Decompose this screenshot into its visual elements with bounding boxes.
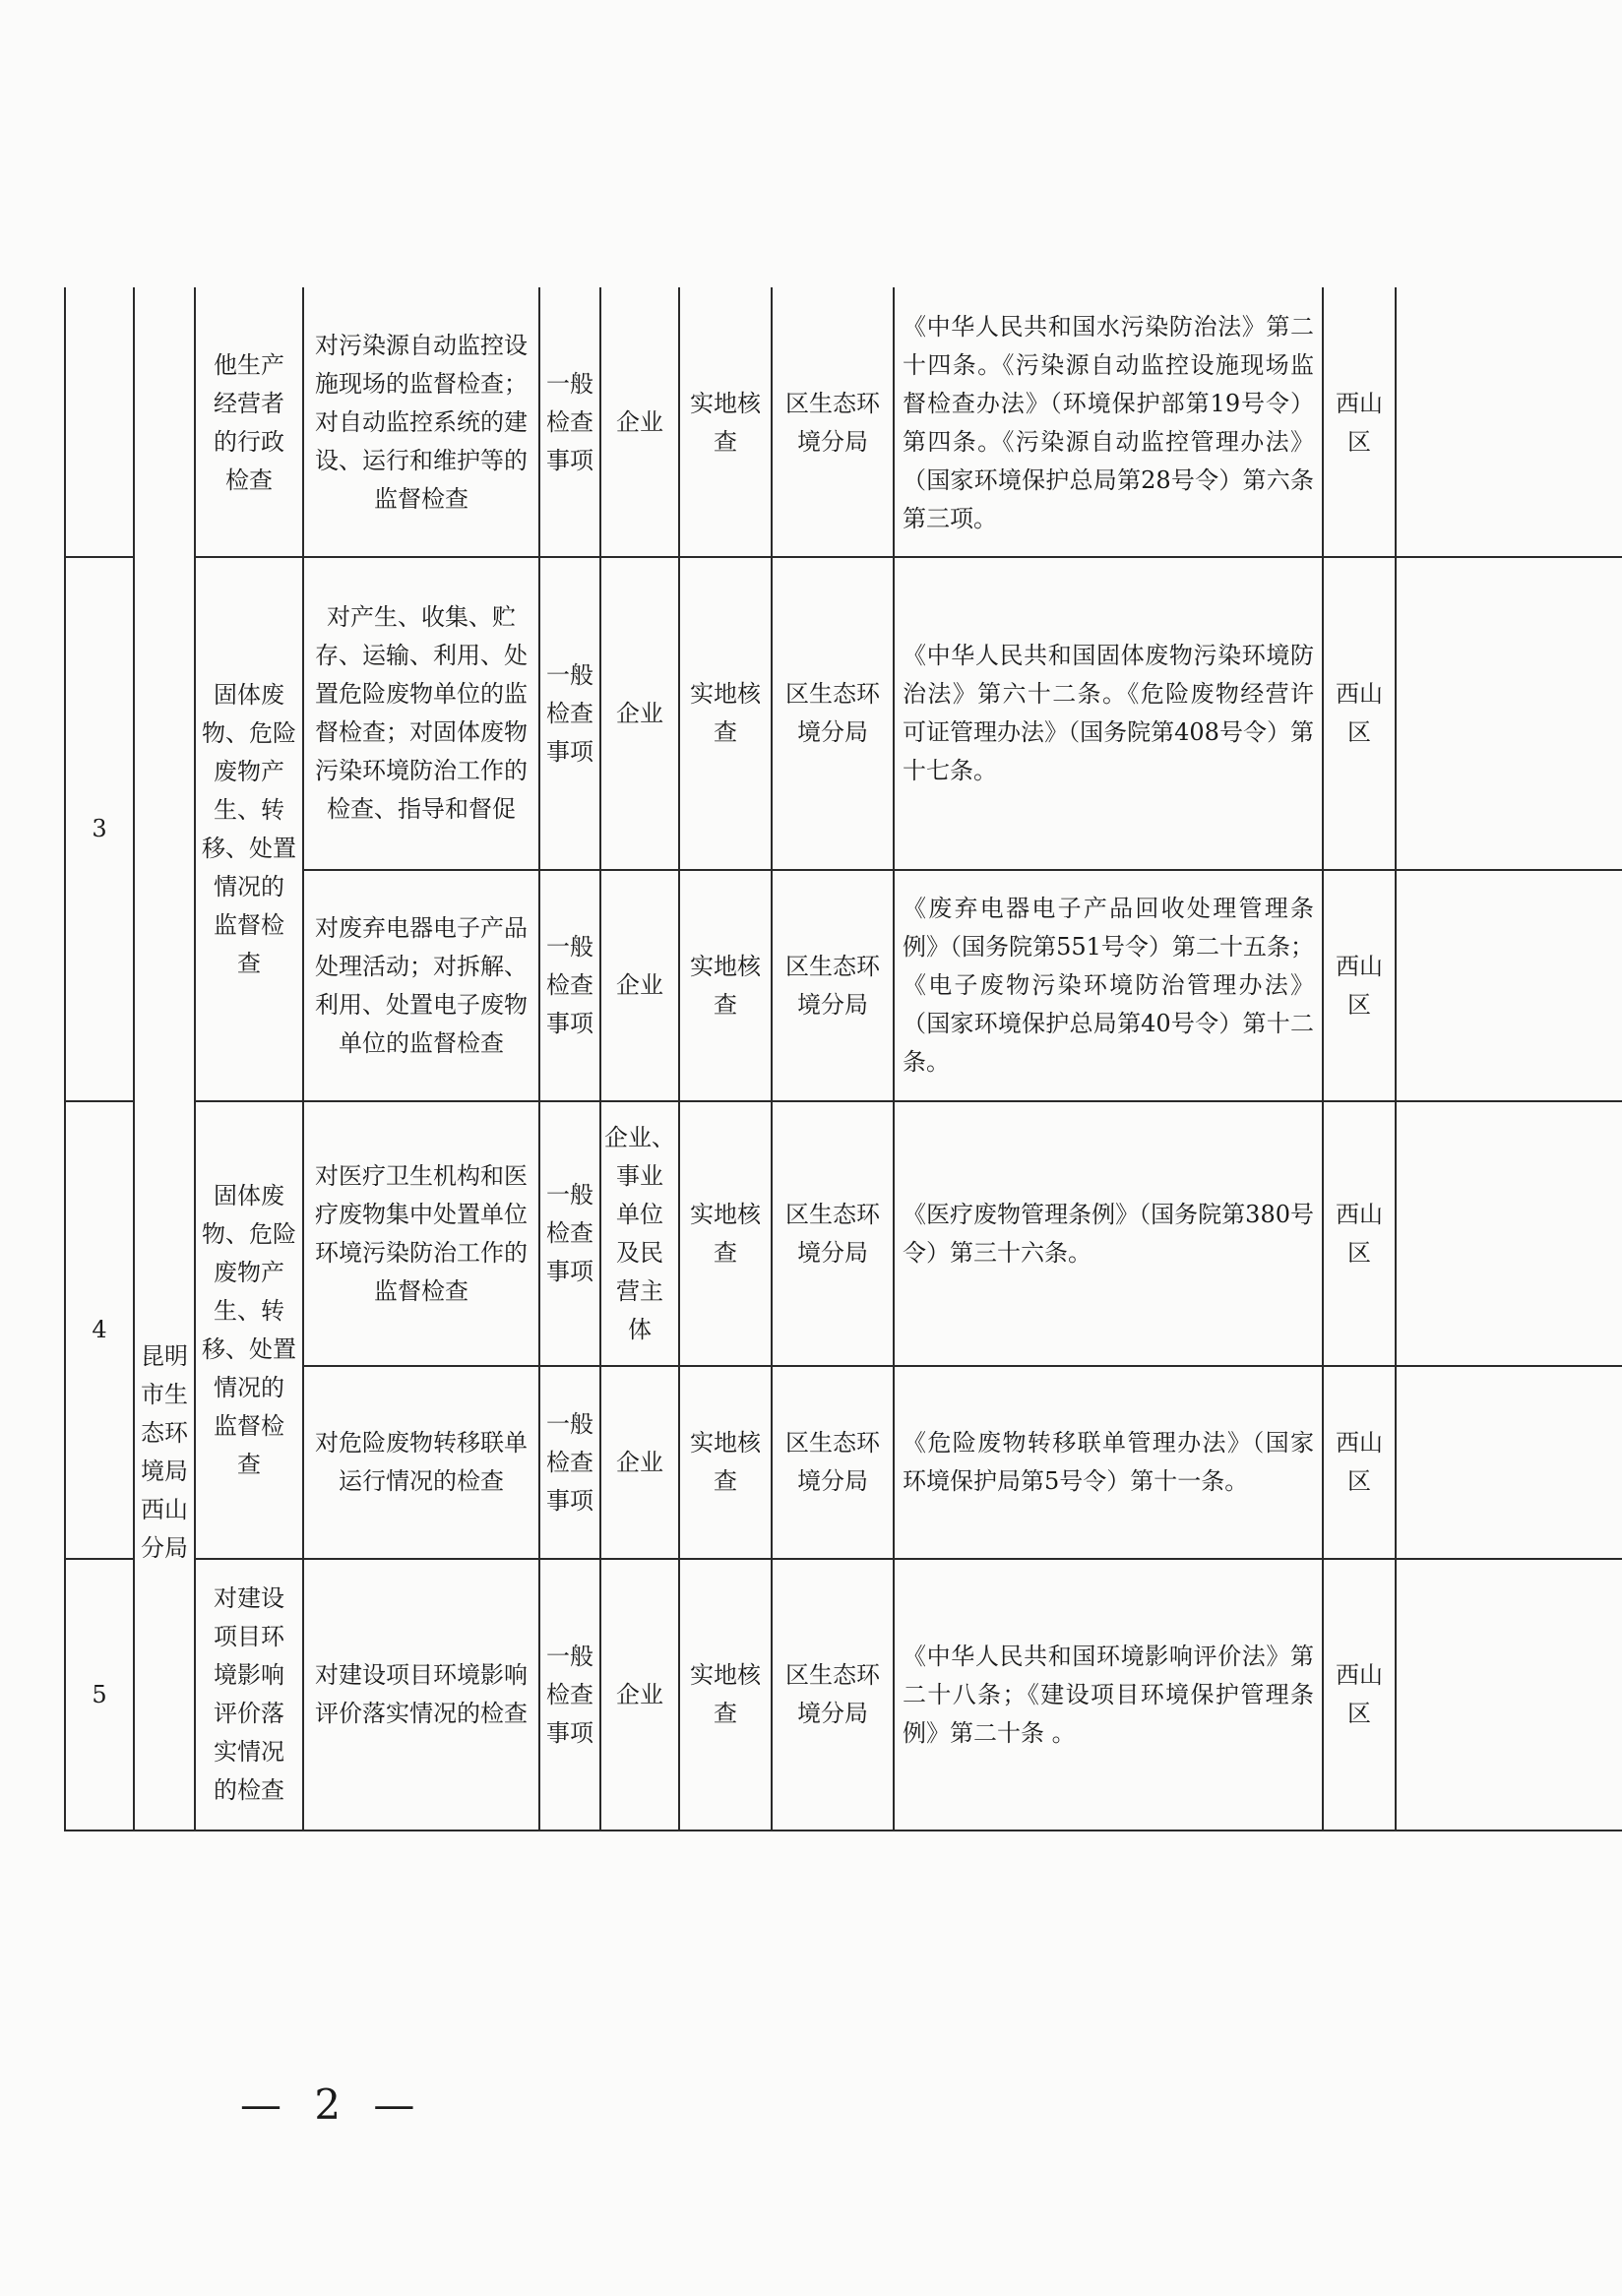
item-name-cell: 固体废 物、危险 废物产 生、转 移、处置 情况的 监督检 查	[195, 557, 303, 1101]
agency-name: 昆明 市生 态环 境局 西山 分局	[141, 1342, 188, 1562]
department-cell: 区生态环 境分局	[772, 1366, 894, 1559]
legal-basis-cell: 《中华人民共和国环境影响评价法》第二十八条；《建设项目环境保护管理条例》第二十条 。	[894, 1559, 1323, 1831]
table-row	[65, 288, 1622, 557]
category-cell: 一般 检查 事项	[539, 1101, 600, 1366]
object-cell: 企业	[600, 288, 679, 557]
object-cell: 企业	[600, 870, 679, 1101]
item-name-cell: 固体废 物、危险 废物产 生、转 移、处置 情况的 监督检 查	[195, 1101, 303, 1559]
category-cell: 一般 检查 事项	[539, 870, 600, 1101]
remark-cell	[1396, 557, 1622, 870]
method-cell: 实地核 查	[679, 288, 772, 557]
remark-cell	[1396, 1559, 1622, 1831]
remark-cell	[1396, 288, 1622, 557]
method-cell: 实地核 查	[679, 870, 772, 1101]
inspection-table	[64, 287, 1622, 1831]
page-number: — 2 —	[240, 2080, 425, 2129]
department-cell: 区生态环 境分局	[772, 557, 894, 870]
inspection-content-cell: 对建设项目环境影响评价落实情况的检查	[303, 1559, 539, 1831]
inspection-content-cell: 对危险废物转移联单运行情况的检查	[303, 1366, 539, 1559]
table-row	[65, 557, 1622, 870]
remark-cell	[1396, 870, 1622, 1101]
inspection-content-cell: 对医疗卫生机构和医疗废物集中处置单位环境污染防治工作的监督检查	[303, 1101, 539, 1366]
area-cell: 西山 区	[1323, 1101, 1396, 1366]
object-cell: 企业	[600, 1559, 679, 1831]
remark-cell	[1396, 1101, 1622, 1366]
category-cell: 一般 检查 事项	[539, 288, 600, 557]
object-cell: 企业	[600, 1366, 679, 1559]
area-cell: 西山 区	[1323, 1366, 1396, 1559]
legal-basis-cell: 《危险废物转移联单管理办法》（国家环境保护局第5号令）第十一条。	[894, 1366, 1323, 1559]
inspection-content-cell: 对污染源自动监控设施现场的监督检查；对自动监控系统的建设、运行和维护等的监督检查	[303, 288, 539, 557]
legal-basis-cell: 《中华人民共和国水污染防治法》第二十四条。《污染源自动监控设施现场监督检查办法》（环境保护部第19号令）第四条。《污染源自动监控管理办法》（国家环境保护总局第28号令）第六条第三项。	[894, 288, 1323, 557]
object-cell: 企业	[600, 557, 679, 870]
department-cell: 区生态环 境分局	[772, 870, 894, 1101]
department-cell: 区生态环 境分局	[772, 288, 894, 557]
method-cell: 实地核 查	[679, 1366, 772, 1559]
row-number-cell: 5	[65, 1559, 134, 1831]
legal-basis-cell: 《废弃电器电子产品回收处理管理条例》（国务院第551号令）第二十五条；《电子废物污染环境防治管理办法》（国家环境保护总局第40号令）第十二条。	[894, 870, 1323, 1101]
table-row	[65, 1101, 1622, 1366]
area-cell: 西山 区	[1323, 870, 1396, 1101]
method-cell: 实地核 查	[679, 1101, 772, 1366]
object-cell: 企业、 事业 单位 及民 营主 体	[600, 1101, 679, 1366]
department-cell: 区生态环 境分局	[772, 1559, 894, 1831]
row-number-cell: 3	[65, 557, 134, 1101]
item-name-cell: 对建设 项目环 境影响 评价落 实情况 的检查	[195, 1559, 303, 1831]
row-number-cell: 4	[65, 1101, 134, 1559]
category-cell: 一般 检查 事项	[539, 1559, 600, 1831]
agency-cell	[134, 288, 195, 1831]
inspection-content-cell: 对产生、收集、贮存、运输、利用、处置危险废物单位的监督检查；对固体废物污染环境防治工作的检查、指导和督促	[303, 557, 539, 870]
remark-cell	[1396, 1366, 1622, 1559]
legal-basis-cell: 《医疗废物管理条例》（国务院第380号令）第三十六条。	[894, 1101, 1323, 1366]
category-cell: 一般 检查 事项	[539, 1366, 600, 1559]
department-cell: 区生态环 境分局	[772, 1101, 894, 1366]
inspection-content-cell: 对废弃电器电子产品处理活动；对拆解、利用、处置电子废物单位的监督检查	[303, 870, 539, 1101]
method-cell: 实地核 查	[679, 557, 772, 870]
area-cell: 西山 区	[1323, 288, 1396, 557]
item-name-cell: 他生产 经营者 的行政 检查	[195, 288, 303, 557]
table-row	[65, 1559, 1622, 1831]
category-cell: 一般 检查 事项	[539, 557, 600, 870]
method-cell: 实地核 查	[679, 1559, 772, 1831]
row-number-cell	[65, 288, 134, 557]
area-cell: 西山 区	[1323, 1559, 1396, 1831]
area-cell: 西山 区	[1323, 557, 1396, 870]
legal-basis-cell: 《中华人民共和国固体废物污染环境防治法》第六十二条。《危险废物经营许可证管理办法》（国务院第408号令）第十七条。	[894, 557, 1323, 870]
